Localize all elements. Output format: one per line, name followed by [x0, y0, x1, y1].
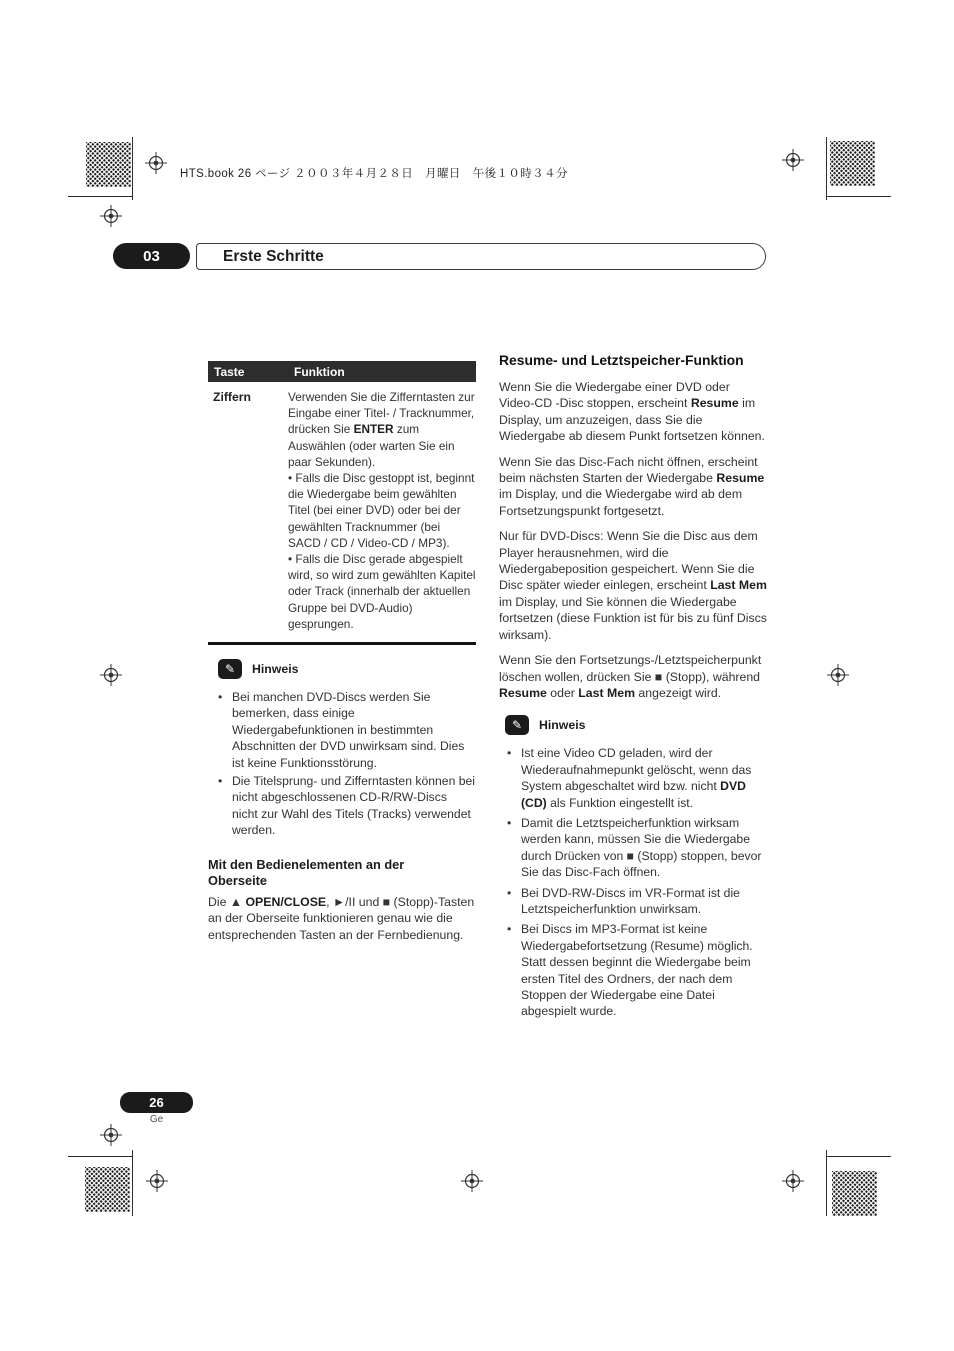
note-text: Bei DVD-RW-Discs im VR-Format ist die Letztspeicherfunktion unwirksam.: [521, 885, 740, 916]
left-column: [208, 361, 476, 943]
crop-mark: [827, 196, 891, 197]
halftone-corner-top-right: [830, 141, 875, 186]
note-item: [507, 921, 767, 1019]
language-code: Ge: [149, 1114, 164, 1125]
note-item: [507, 885, 767, 918]
note-header: [505, 715, 767, 735]
paragraph: Wenn Sie den Fortsetzungs-/Letztspeicherpunkt löschen wollen, drücken Sie ■ (Stopp), während Resume oder Last Mem angezeigt wird.: [499, 653, 762, 700]
key-name-cell: Ziffern: [213, 390, 251, 404]
crop-mark: [826, 137, 827, 200]
bullet-marker: •: [507, 815, 512, 830]
column-header-funktion: Funktion: [288, 361, 476, 382]
registration-mark: [100, 1124, 122, 1146]
note-label: Hinweis: [539, 718, 586, 733]
right-note-list: [507, 745, 767, 1020]
memo-icon: ✎: [218, 659, 242, 679]
bullet-marker: •: [507, 922, 512, 937]
halftone-corner-bottom-left: [85, 1167, 130, 1212]
paragraph: Nur für DVD-Discs: Wenn Sie die Disc aus dem Player herausnehmen, wird die Wiedergabeposition gespeichert. Wenn Sie die Disc später wieder einlegen, erscheint Last Mem im Display, und Sie können die Wiedergabe fortsetzen (diese Funktion ist für bis zu fünf Discs wirksam).: [499, 529, 767, 642]
note-item: [507, 745, 767, 811]
crop-mark: [132, 1150, 133, 1216]
note-text: Die Titelsprung- und Zifferntasten können bei nicht abgeschlossenen CD-R/RW-Discs nicht zur Wahl des Titels (Tracks) verwendet werden.: [232, 774, 475, 838]
subsection-heading: Mit den Bedienelementen an der Oberseite: [208, 856, 405, 888]
key-function-cell: [288, 382, 476, 644]
note-item: [507, 815, 767, 881]
bullet-marker: •: [507, 885, 512, 900]
halftone-corner-bottom-right: [832, 1171, 877, 1216]
left-note-list: [218, 689, 476, 839]
registration-mark: [461, 1170, 483, 1192]
function-paragraph: • Falls die Disc gestoppt ist, beginnt die Wiedergabe beim gewählten Titel (bei einer DVD) oder bei der gewählten Tracknummer (bei SACD / CD / Video-CD / MP3).: [288, 471, 475, 550]
note-item: [218, 689, 476, 771]
note-label: Hinweis: [252, 662, 299, 677]
paragraph: Wenn Sie die Wiedergabe einer DVD oder Video-CD -Disc stoppen, erscheint Resume im Display, um anzuzeigen, dass Sie die Wiedergabe ab diesem Punkt fortsetzen können.: [499, 380, 765, 444]
crop-mark: [132, 137, 133, 200]
subsection-paragraph: Die ▲ OPEN/CLOSE, ►/II und ■ (Stopp)-Tasten an der Oberseite funktionieren genau wie die entsprechenden Tasten an der Fernbedienung.: [208, 894, 475, 942]
function-paragraph: Verwenden Sie die Zifferntasten zur Eingabe einer Titel- / Tracknummer, drücken Sie ENTER zum Auswählen (oder warten Sie ein paar Sekunden).: [288, 390, 475, 469]
print-info-line: HTS.book 26 ページ ２００３年４月２８日 月曜日 午後１０時３４分: [180, 168, 568, 180]
section-heading: Resume- und Letztspeicher-Funktion: [499, 352, 744, 368]
memo-icon: ✎: [505, 715, 529, 735]
bullet-marker: •: [507, 746, 512, 761]
registration-mark: [146, 1170, 168, 1192]
table-row: [208, 382, 476, 644]
table-header-row: [208, 361, 476, 382]
registration-mark: [100, 664, 122, 686]
note-text: Bei manchen DVD-Discs werden Sie bemerken, dass einige Wiedergabefunktionen in bestimmten Abschnitten der DVD unwirksam sind. Dies ist keine Funktionsstörung.: [232, 690, 465, 770]
crop-mark: [68, 196, 132, 197]
registration-mark: [782, 1170, 804, 1192]
registration-mark: [827, 664, 849, 686]
note-text: Ist eine Video CD geladen, wird der Wiederaufnahmepunkt gelöscht, wenn das System abgeschaltet wird bzw. nicht DVD (CD) als Funktion eingestellt ist.: [521, 746, 752, 810]
note-text: Damit die Letztspeicherfunktion wirksam werden kann, müssen Sie die Wiedergabe durch Drücken von ■ (Stopp) stoppen, bevor Sie das Disc-Fach öffnen.: [521, 815, 762, 880]
chapter-title: Erste Schritte: [223, 247, 324, 265]
key-function-table: [208, 361, 476, 645]
registration-mark: [145, 152, 167, 174]
bullet-marker: •: [218, 690, 223, 705]
column-header-taste: Taste: [208, 361, 288, 382]
registration-mark: [100, 205, 122, 227]
registration-mark: [782, 149, 804, 171]
crop-mark: [827, 1156, 891, 1157]
note-item: [218, 773, 476, 839]
function-paragraph: • Falls die Disc gerade abgespielt wird, so wird zum gewählten Kapitel oder Track (innerhalb der aktuellen Gruppe bei DVD-Audio) gesprungen.: [288, 552, 476, 631]
crop-mark: [826, 1150, 827, 1216]
crop-mark: [68, 1156, 132, 1157]
right-column: [499, 352, 767, 1024]
bullet-marker: •: [218, 774, 223, 789]
page-number-badge: 26: [120, 1092, 193, 1113]
chapter-title-bar: [196, 243, 766, 270]
chapter-number-badge: 03: [113, 243, 190, 269]
halftone-corner-top-left: [86, 142, 131, 187]
paragraph: Wenn Sie das Disc-Fach nicht öffnen, erscheint beim nächsten Starten der Wiedergabe Resume im Display, und die Wiedergabe wird ab dem Fortsetzungspunkt fortgesetzt.: [499, 454, 765, 518]
note-header: [218, 659, 476, 679]
note-text: Bei Discs im MP3-Format ist keine Wiedergabefortsetzung (Resume) möglich. Statt dessen beginnt die Wiedergabe beim ersten Titel des Ordners, der nach dem Stoppen der Wiedergabe eine Datei abgespielt wurde.: [521, 922, 753, 1019]
